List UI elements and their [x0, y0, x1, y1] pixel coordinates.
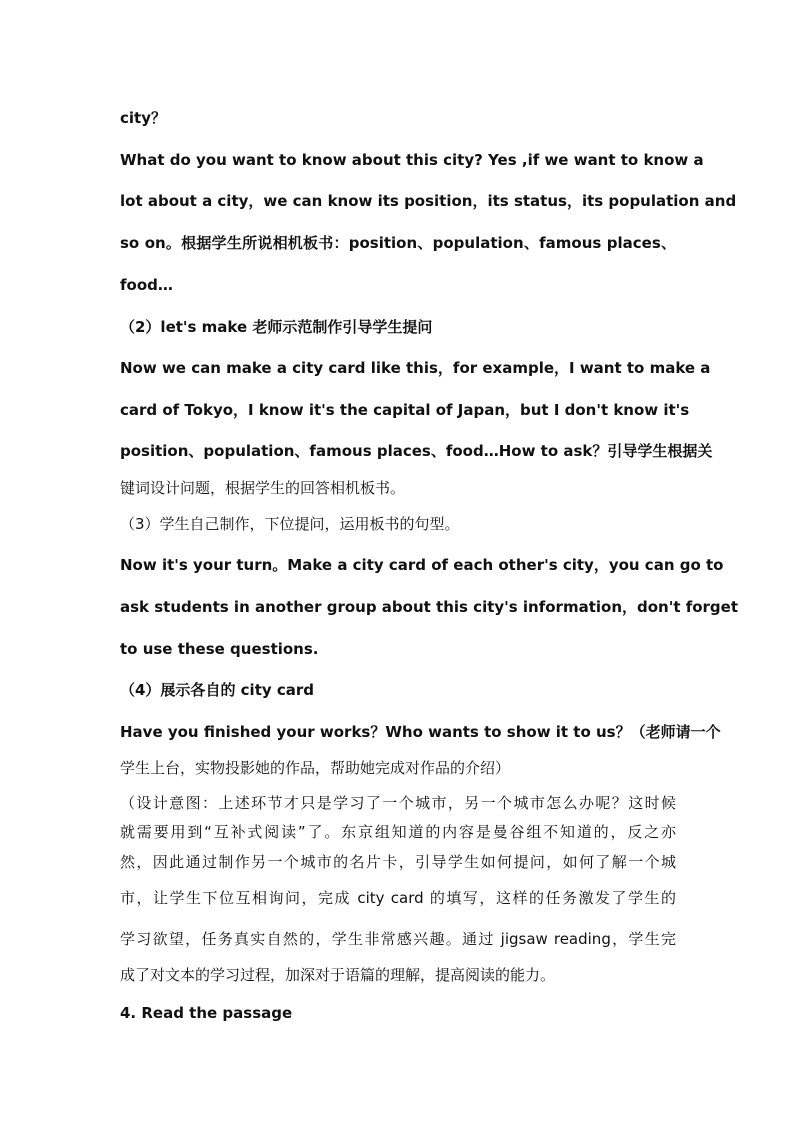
text-line-14: to use these questions.: [120, 640, 319, 658]
design-intent-line-4: 市，让学生下位互相询问，完成 city card 的填写，这样的任务激发了学生的: [120, 889, 676, 907]
design-intent-line-2: 就需要用到“互补式阅读”了。东京组知道的内容是曼谷组不知道的，反之亦: [120, 823, 676, 841]
design-intent-line-1: （设计意图：上述环节才只是学习了一个城市，另一个城市怎么办呢？这时候: [120, 794, 676, 812]
text-line-8: card of Tokyo，I know it's the capital of Japan，but I don't know it's: [120, 401, 690, 419]
text-line-4: so on。根据学生所说相机板书：position、population、famous places、: [120, 234, 676, 252]
text-line-5: food…: [120, 276, 173, 294]
text-line-7: Now we can make a city card like this，for example，I want to make a: [120, 359, 711, 377]
design-intent-line-6: 成了对文本的学习过程，加深对于语篇的理解，提高阅读的能力。: [120, 966, 556, 984]
text-line-10: 键词设计问题，根据学生的回答相机板书。: [120, 479, 406, 497]
text-line-12: Now it's your turn。Make a city card of each other's city，you can go to: [120, 556, 724, 574]
section-heading-3: （3）学生自己制作，下位提问，运用板书的句型。: [120, 515, 460, 533]
design-intent-line-3: 然，因此通过制作另一个城市的名片卡，引导学生如何提问，如何了解一个城: [120, 853, 676, 871]
text-line-2: What do you want to know about this city? Yes ,if we want to know a: [120, 151, 704, 169]
section-heading-2: （2）let's make 老师示范制作引导学生提问: [120, 318, 433, 336]
text-line-17: 学生上台，实物投影她的作品，帮助她完成对作品的介绍）: [120, 759, 511, 777]
text-line-9: position、population、famous places、food…How to ask？引导学生根据关: [120, 442, 713, 460]
text-line-1: city？: [120, 109, 166, 127]
section-heading-read-passage: 4. Read the passage: [120, 1004, 293, 1022]
design-intent-line-5: 学习欲望，任务真实自然的，学生非常感兴趣。通过 jigsaw reading，学生完: [120, 930, 676, 948]
text-line-16: Have you finished your works？Who wants to show it to us？（老师请一个: [120, 723, 721, 741]
text-line-13: ask students in another group about this city's information，don't forget: [120, 598, 739, 616]
text-line-3: lot about a city，we can know its position，its status，its population and: [120, 192, 737, 210]
section-heading-4: （4）展示各自的 city card: [120, 681, 315, 699]
